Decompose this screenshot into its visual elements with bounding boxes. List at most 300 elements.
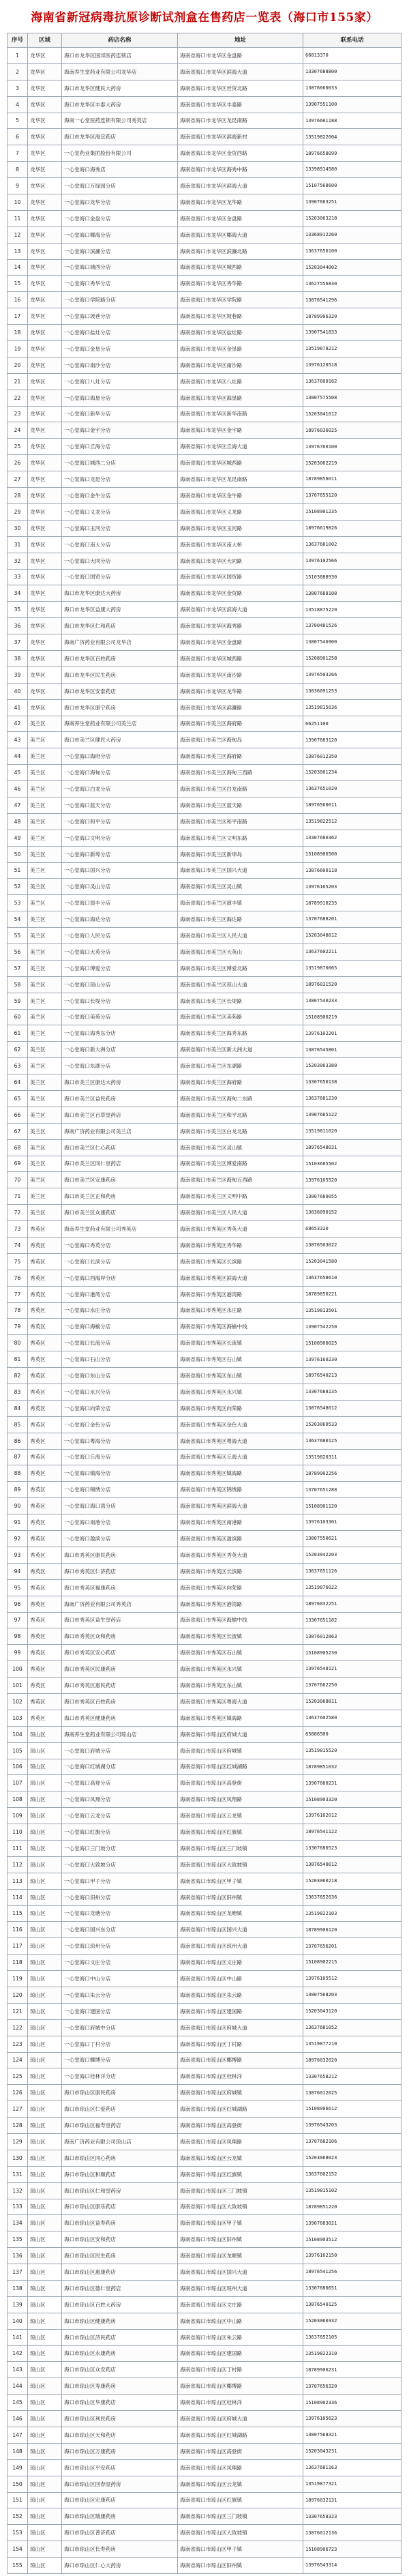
cell-name: 海口市龙华区健民大药房 bbox=[62, 80, 178, 96]
cell-no: 125 bbox=[7, 2068, 28, 2085]
cell-address: 海南省海口市琼山区椰博路 bbox=[178, 2052, 303, 2068]
cell-district: 琼山区 bbox=[28, 1824, 62, 1841]
table-row bbox=[7, 2068, 402, 2085]
cell-district: 秀英区 bbox=[28, 1596, 62, 1612]
table-row bbox=[7, 520, 402, 536]
cell-no: 92 bbox=[7, 1531, 28, 1547]
header-phone: 联系电话 bbox=[303, 33, 402, 48]
cell-name: 海口市琼山区长寿药房 bbox=[62, 2541, 178, 2558]
cell-phone: 13637680125 bbox=[303, 1433, 402, 1449]
cell-name: 一心堂海口云龙分店 bbox=[62, 1808, 178, 1824]
table-row bbox=[7, 162, 402, 178]
cell-district: 琼山区 bbox=[28, 2052, 62, 2068]
cell-name: 一心堂海口南沙分店 bbox=[62, 357, 178, 373]
cell-no: 76 bbox=[7, 1270, 28, 1286]
cell-district: 秀英区 bbox=[28, 1645, 62, 1661]
table-row bbox=[7, 1074, 402, 1091]
cell-address: 海南省海口市琼山区云龙镇 bbox=[178, 2476, 303, 2492]
table-row bbox=[7, 1856, 402, 1873]
cell-phone: 13976503266 bbox=[303, 667, 402, 683]
header-name: 药店名称 bbox=[62, 33, 178, 48]
cell-phone: 15108906025 bbox=[303, 1335, 402, 1351]
cell-district: 龙华区 bbox=[28, 113, 62, 129]
cell-phone: 13637600162 bbox=[303, 373, 402, 390]
cell-no: 45 bbox=[7, 765, 28, 781]
cell-phone: 13307680651 bbox=[303, 2281, 402, 2297]
table-row bbox=[7, 455, 402, 471]
cell-no: 12 bbox=[7, 226, 28, 243]
table-row bbox=[7, 471, 402, 488]
cell-no: 51 bbox=[7, 862, 28, 879]
table-row bbox=[7, 2003, 402, 2019]
cell-address: 海南省海口市琼山区甲子镇 bbox=[178, 1873, 303, 1889]
cell-district: 秀英区 bbox=[28, 1449, 62, 1465]
cell-phone: 13976548121 bbox=[303, 1661, 402, 1678]
cell-address: 海南省海口市秀英区长流镇 bbox=[178, 1628, 303, 1645]
cell-address: 海南省海口市琼山区桂林洋 bbox=[178, 2068, 303, 2085]
cell-no: 30 bbox=[7, 520, 28, 536]
cell-phone: 15203043120 bbox=[303, 2003, 402, 2019]
table-row bbox=[7, 113, 402, 129]
cell-no: 89 bbox=[7, 1482, 28, 1498]
cell-name: 一心堂海口府城中分店 bbox=[62, 2019, 178, 2036]
cell-name: 一心堂海口琼州分店 bbox=[62, 1938, 178, 1955]
cell-no: 119 bbox=[7, 1971, 28, 1987]
cell-name: 一心堂海口新埠分店 bbox=[62, 846, 178, 862]
table-row bbox=[7, 618, 402, 634]
cell-no: 134 bbox=[7, 2215, 28, 2231]
cell-district: 美兰区 bbox=[28, 781, 62, 797]
cell-no: 69 bbox=[7, 1156, 28, 1172]
cell-name: 海口市美兰区正和药房 bbox=[62, 1188, 178, 1205]
cell-address: 海南省海口市龙华区学院路 bbox=[178, 292, 303, 308]
cell-name: 一心堂海口甲子分店 bbox=[62, 1873, 178, 1889]
cell-name: 海口市秀英区惠民药店 bbox=[62, 1678, 178, 1694]
table-row bbox=[7, 1775, 402, 1791]
pharmacy-table-container bbox=[7, 33, 401, 2574]
cell-district: 琼山区 bbox=[28, 2248, 62, 2264]
cell-address: 海南省海口市琼山区府城大道 bbox=[178, 1726, 303, 1742]
cell-address: 海南省海口市美兰区海府路 bbox=[178, 716, 303, 732]
cell-address: 海南省海口市龙华区滨海大道 bbox=[178, 602, 303, 618]
table-row bbox=[7, 2101, 402, 2118]
cell-name: 一心堂海口美苑分店 bbox=[62, 1009, 178, 1025]
cell-phone: 18976032020 bbox=[303, 2052, 402, 2068]
cell-address: 海南省海口市琼山区文庄路 bbox=[178, 2296, 303, 2313]
cell-address: 海南省海口市琼山区大致坡镇 bbox=[178, 2199, 303, 2215]
cell-district: 龙华区 bbox=[28, 602, 62, 618]
table-row bbox=[7, 732, 402, 748]
cell-district: 琼山区 bbox=[28, 2558, 62, 2574]
cell-name: 一心堂海口文明分店 bbox=[62, 830, 178, 846]
cell-no: 32 bbox=[7, 553, 28, 569]
cell-no: 123 bbox=[7, 2036, 28, 2052]
cell-address: 海南省海口市美兰区东湖路 bbox=[178, 1058, 303, 1074]
cell-address: 海南省海口市美兰区人民大道 bbox=[178, 928, 303, 944]
cell-no: 93 bbox=[7, 1547, 28, 1563]
cell-no: 81 bbox=[7, 1351, 28, 1368]
cell-no: 56 bbox=[7, 943, 28, 960]
cell-address: 海南省海口市琼山区建国路 bbox=[178, 2003, 303, 2019]
cell-no: 122 bbox=[7, 2019, 28, 2036]
cell-phone: 15108905230 bbox=[303, 1645, 402, 1661]
cell-phone: 13976543203 bbox=[303, 2118, 402, 2134]
table-row bbox=[7, 1547, 402, 1563]
cell-no: 80 bbox=[7, 1335, 28, 1351]
cell-address: 海南省海口市龙华区玉河路 bbox=[178, 520, 303, 536]
cell-name: 一心堂海口国兴东分店 bbox=[62, 1922, 178, 1938]
cell-district: 美兰区 bbox=[28, 830, 62, 846]
table-row bbox=[7, 1384, 402, 1401]
cell-district: 龙华区 bbox=[28, 162, 62, 178]
cell-district: 龙华区 bbox=[28, 634, 62, 651]
cell-district: 龙华区 bbox=[28, 553, 62, 569]
table-row bbox=[7, 439, 402, 455]
cell-address: 海南省海口市秀英区南港路 bbox=[178, 1514, 303, 1531]
table-row bbox=[7, 2525, 402, 2541]
cell-name: 海口市琼山区惠康药店 bbox=[62, 2264, 178, 2281]
table-row bbox=[7, 699, 402, 716]
cell-no: 139 bbox=[7, 2296, 28, 2313]
cell-no: 114 bbox=[7, 1889, 28, 1905]
cell-phone: 15103685502 bbox=[303, 1156, 402, 1172]
cell-no: 23 bbox=[7, 406, 28, 422]
table-row bbox=[7, 830, 402, 846]
cell-district: 秀英区 bbox=[28, 1351, 62, 1368]
cell-district: 美兰区 bbox=[28, 732, 62, 748]
cell-name: 一心堂海口新大洲分店 bbox=[62, 1042, 178, 1058]
cell-address: 海南省海口市琼山区云龙镇 bbox=[178, 2150, 303, 2166]
cell-district: 琼山区 bbox=[28, 1938, 62, 1955]
table-row bbox=[7, 1922, 402, 1938]
cell-name: 海南养生堂药业有限公司琼山店 bbox=[62, 1726, 178, 1742]
cell-phone: 13907542250 bbox=[303, 1319, 402, 1335]
cell-phone: 13707688201 bbox=[303, 911, 402, 928]
cell-district: 秀英区 bbox=[28, 1302, 62, 1319]
cell-district: 龙华区 bbox=[28, 48, 62, 64]
cell-name: 一心堂海口和平分店 bbox=[62, 813, 178, 830]
cell-district: 琼山区 bbox=[28, 2264, 62, 2281]
cell-name: 一心堂海口海秀店 bbox=[62, 162, 178, 178]
cell-no: 146 bbox=[7, 2411, 28, 2427]
cell-address: 海南省海口市琼山区椰博路 bbox=[178, 2378, 303, 2395]
cell-address: 海南省海口市琼山区府城大道 bbox=[178, 2019, 303, 2036]
cell-no: 131 bbox=[7, 2166, 28, 2182]
cell-district: 琼山区 bbox=[28, 2036, 62, 2052]
cell-name: 海口市琼山区民生药房 bbox=[62, 2248, 178, 2264]
cell-district: 秀英区 bbox=[28, 1661, 62, 1678]
cell-name: 一心堂海口建国分店 bbox=[62, 2003, 178, 2019]
cell-name: 一心堂海口高登分店 bbox=[62, 1775, 178, 1791]
cell-no: 136 bbox=[7, 2248, 28, 2264]
cell-phone: 13807540233 bbox=[303, 993, 402, 1009]
cell-name: 一心堂海口灵山分店 bbox=[62, 879, 178, 895]
cell-district: 琼山区 bbox=[28, 2199, 62, 2215]
cell-no: 107 bbox=[7, 1775, 28, 1791]
cell-district: 龙华区 bbox=[28, 699, 62, 716]
table-row bbox=[7, 96, 402, 113]
cell-name: 一心堂海口长堤分店 bbox=[62, 993, 178, 1009]
table-row bbox=[7, 1759, 402, 1775]
cell-name: 海口市龙华区康宁药房 bbox=[62, 699, 178, 716]
cell-district: 琼山区 bbox=[28, 1922, 62, 1938]
cell-phone: 13807680055 bbox=[303, 1188, 402, 1205]
cell-district: 琼山区 bbox=[28, 2459, 62, 2476]
cell-name: 海南养生堂药业有限公司龙华店 bbox=[62, 63, 178, 80]
cell-phone: 65886500 bbox=[303, 1726, 402, 1742]
cell-phone: 13707682106 bbox=[303, 2134, 402, 2150]
cell-name: 一心堂海口海口湾分店 bbox=[62, 1498, 178, 1514]
cell-name: 一心堂海口海达分店 bbox=[62, 911, 178, 928]
cell-phone: 13519876022 bbox=[303, 1579, 402, 1596]
cell-district: 龙华区 bbox=[28, 226, 62, 243]
cell-district: 琼山区 bbox=[28, 2329, 62, 2345]
cell-no: 3 bbox=[7, 80, 28, 96]
cell-no: 63 bbox=[7, 1058, 28, 1074]
cell-name: 一心堂海口镇海分店 bbox=[62, 1465, 178, 1482]
cell-phone: 13876660033 bbox=[303, 80, 402, 96]
cell-district: 龙华区 bbox=[28, 243, 62, 259]
cell-name: 海南养生堂药业有限公司美兰店 bbox=[62, 716, 178, 732]
cell-district: 龙华区 bbox=[28, 373, 62, 390]
table-row bbox=[7, 503, 402, 520]
table-row bbox=[7, 2443, 402, 2459]
cell-no: 16 bbox=[7, 292, 28, 308]
cell-no: 124 bbox=[7, 2052, 28, 2068]
cell-no: 145 bbox=[7, 2395, 28, 2411]
cell-name: 海南广济药业有限公司龙华店 bbox=[62, 634, 178, 651]
cell-name: 一心堂海口义龙分店 bbox=[62, 503, 178, 520]
cell-name: 一心堂海口学院路分店 bbox=[62, 292, 178, 308]
table-row bbox=[7, 1025, 402, 1042]
pharmacy-table bbox=[7, 33, 402, 2574]
cell-name: 海口市琼山区健康药房 bbox=[62, 2313, 178, 2329]
cell-phone: 13519822310 bbox=[303, 2345, 402, 2362]
cell-no: 153 bbox=[7, 2525, 28, 2541]
cell-name: 一心堂海口金牛分店 bbox=[62, 488, 178, 504]
cell-phone: 13976661188 bbox=[303, 113, 402, 129]
cell-address: 海南省海口市秀英区粤海大道 bbox=[178, 1433, 303, 1449]
cell-name: 一心堂海口桂林洋分店 bbox=[62, 2068, 178, 2085]
cell-district: 琼山区 bbox=[28, 1775, 62, 1791]
cell-name: 海南广济药业有限公司琼山店 bbox=[62, 2134, 178, 2150]
cell-name: 一心堂海口白龙分店 bbox=[62, 781, 178, 797]
cell-address: 海南省海口市秀英区海榆中线 bbox=[178, 1612, 303, 1628]
cell-district: 美兰区 bbox=[28, 1107, 62, 1123]
cell-no: 39 bbox=[7, 667, 28, 683]
cell-no: 36 bbox=[7, 618, 28, 634]
cell-address: 海南省海口市秀英区滨海大道 bbox=[178, 1270, 303, 1286]
cell-name: 海口市美兰区同仁堂药店 bbox=[62, 1156, 178, 1172]
cell-district: 龙华区 bbox=[28, 667, 62, 683]
cell-name: 一心堂海口大致坡分店 bbox=[62, 1856, 178, 1873]
cell-phone: 13976162012 bbox=[303, 1808, 402, 1824]
cell-phone: 18976032251 bbox=[303, 1596, 402, 1612]
cell-no: 117 bbox=[7, 1938, 28, 1955]
table-row bbox=[7, 2248, 402, 2264]
table-row bbox=[7, 1531, 402, 1547]
cell-name: 海口市琼山区安和药店 bbox=[62, 2231, 178, 2248]
cell-phone: 13976165203 bbox=[303, 879, 402, 895]
cell-address: 海南省海口市琼山区朱云路 bbox=[178, 1987, 303, 2003]
table-row bbox=[7, 2199, 402, 2215]
cell-address: 海南省海口市龙华区秀华路 bbox=[178, 276, 303, 292]
cell-address: 海南省海口市琼山区中山路 bbox=[178, 2313, 303, 2329]
cell-name: 一心堂海口盈滨分店 bbox=[62, 1531, 178, 1547]
cell-district: 秀英区 bbox=[28, 1710, 62, 1726]
cell-district: 龙华区 bbox=[28, 520, 62, 536]
cell-no: 75 bbox=[7, 1253, 28, 1270]
cell-no: 86 bbox=[7, 1433, 28, 1449]
cell-district: 秀英区 bbox=[28, 1678, 62, 1694]
cell-no: 104 bbox=[7, 1726, 28, 1742]
table-row bbox=[7, 911, 402, 928]
cell-no: 28 bbox=[7, 488, 28, 504]
cell-name: 海口市美兰区百草堂药店 bbox=[62, 1107, 178, 1123]
cell-address: 海南省海口市龙华区龙昆南路 bbox=[178, 113, 303, 129]
cell-phone: 18976541256 bbox=[303, 2264, 402, 2281]
cell-address: 海南省海口市琼山区大致坡镇 bbox=[178, 2525, 303, 2541]
cell-phone: 13307650138 bbox=[303, 1074, 402, 1091]
cell-district: 秀英区 bbox=[28, 1335, 62, 1351]
cell-district: 秀英区 bbox=[28, 1368, 62, 1384]
cell-address: 海南省海口市龙华区金盘路 bbox=[178, 48, 303, 64]
table-row bbox=[7, 585, 402, 602]
table-row bbox=[7, 879, 402, 895]
cell-address: 海南省海口市秀英区永兴镇 bbox=[178, 1384, 303, 1401]
cell-phone: 13876548012 bbox=[303, 1400, 402, 1416]
cell-name: 海口市琼山区和顺药店 bbox=[62, 2166, 178, 2182]
table-row bbox=[7, 406, 402, 422]
cell-district: 美兰区 bbox=[28, 1025, 62, 1042]
table-row bbox=[7, 2395, 402, 2411]
cell-no: 83 bbox=[7, 1384, 28, 1401]
table-row bbox=[7, 226, 402, 243]
cell-district: 秀英区 bbox=[28, 1531, 62, 1547]
cell-name: 海口市琼山区同心药房 bbox=[62, 2150, 178, 2166]
table-row bbox=[7, 2362, 402, 2378]
cell-name: 一心堂海口红旗分店 bbox=[62, 1824, 178, 1841]
cell-district: 琼山区 bbox=[28, 2411, 62, 2427]
cell-no: 31 bbox=[7, 536, 28, 553]
cell-no: 118 bbox=[7, 1955, 28, 1971]
table-row bbox=[7, 129, 402, 145]
table-row bbox=[7, 80, 402, 96]
cell-no: 132 bbox=[7, 2182, 28, 2199]
cell-no: 100 bbox=[7, 1661, 28, 1678]
cell-address: 海南省海口市龙华区金贸西路 bbox=[178, 145, 303, 162]
cell-district: 琼山区 bbox=[28, 1905, 62, 1922]
cell-name: 海口市琼山区普济药店 bbox=[62, 2525, 178, 2541]
cell-address: 海南省海口市秀英区东山镇 bbox=[178, 1368, 303, 1384]
cell-no: 133 bbox=[7, 2199, 28, 2215]
cell-name: 海口市琼山区天和药店 bbox=[62, 2427, 178, 2444]
table-row bbox=[7, 2329, 402, 2345]
cell-address: 海南省海口市美兰区海达路 bbox=[178, 911, 303, 928]
cell-phone: 13807568203 bbox=[303, 1987, 402, 2003]
cell-district: 琼山区 bbox=[28, 2068, 62, 2085]
table-row bbox=[7, 2345, 402, 2362]
cell-no: 25 bbox=[7, 439, 28, 455]
cell-no: 150 bbox=[7, 2476, 28, 2492]
cell-name: 海口市秀英区益生堂药店 bbox=[62, 1612, 178, 1628]
cell-name: 海口市琼山区众安药店 bbox=[62, 2362, 178, 2378]
cell-district: 龙华区 bbox=[28, 585, 62, 602]
cell-address: 海南省海口市琼山区凤翔路 bbox=[178, 1791, 303, 1808]
cell-district: 龙华区 bbox=[28, 80, 62, 96]
cell-district: 秀英区 bbox=[28, 1547, 62, 1563]
cell-name: 海口市龙华区益康大药房 bbox=[62, 602, 178, 618]
cell-phone: 18789851032 bbox=[303, 1759, 402, 1775]
cell-phone: 13707656201 bbox=[303, 1938, 402, 1955]
table-row bbox=[7, 1107, 402, 1123]
cell-district: 秀英区 bbox=[28, 1286, 62, 1302]
table-row bbox=[7, 2052, 402, 2068]
cell-name: 一心堂海口演丰分店 bbox=[62, 895, 178, 911]
cell-name: 一心堂海口大同分店 bbox=[62, 553, 178, 569]
cell-address: 海南省海口市龙华区大同路 bbox=[178, 553, 303, 569]
cell-no: 90 bbox=[7, 1498, 28, 1514]
cell-phone: 15203063380 bbox=[303, 1058, 402, 1074]
cell-district: 美兰区 bbox=[28, 976, 62, 993]
cell-no: 59 bbox=[7, 993, 28, 1009]
cell-phone: 13637652105 bbox=[303, 2329, 402, 2345]
table-row bbox=[7, 276, 402, 292]
cell-district: 琼山区 bbox=[28, 2345, 62, 2362]
cell-address: 海南省海口市秀英区永兴镇 bbox=[178, 1661, 303, 1678]
cell-name: 海口市琼山区平安药店 bbox=[62, 2459, 178, 2476]
cell-no: 71 bbox=[7, 1188, 28, 1205]
cell-name: 海南养生堂药业有限公司秀英店 bbox=[62, 1221, 178, 1238]
cell-name: 一心堂海口中山分店 bbox=[62, 1971, 178, 1987]
cell-no: 4 bbox=[7, 96, 28, 113]
table-row bbox=[7, 1058, 402, 1074]
cell-no: 138 bbox=[7, 2281, 28, 2297]
cell-name: 海口市琼山区益寿药房 bbox=[62, 2215, 178, 2231]
table-row bbox=[7, 2019, 402, 2036]
cell-address: 海南省海口市秀英区石山镇 bbox=[178, 1645, 303, 1661]
cell-district: 秀英区 bbox=[28, 1319, 62, 1335]
cell-no: 91 bbox=[7, 1514, 28, 1531]
cell-address: 海南省海口市美兰区博爱南路 bbox=[178, 1156, 303, 1172]
cell-phone: 18789906120 bbox=[303, 1922, 402, 1938]
cell-name: 海口市秀英区福康药房 bbox=[62, 1579, 178, 1596]
cell-phone: 13637602580 bbox=[303, 1710, 402, 1726]
cell-phone: 13519822512 bbox=[303, 813, 402, 830]
cell-no: 84 bbox=[7, 1400, 28, 1416]
cell-no: 106 bbox=[7, 1759, 28, 1775]
table-row bbox=[7, 1400, 402, 1416]
cell-name: 海口市琼山区宏康药店 bbox=[62, 2492, 178, 2508]
cell-address: 海南省海口市琼山区琼州大道 bbox=[178, 1938, 303, 1955]
table-row bbox=[7, 2166, 402, 2182]
cell-district: 琼山区 bbox=[28, 1971, 62, 1987]
cell-district: 美兰区 bbox=[28, 748, 62, 765]
cell-phone: 13700481526 bbox=[303, 618, 402, 634]
cell-district: 琼山区 bbox=[28, 1840, 62, 1856]
cell-name: 一心堂海口港湾分店 bbox=[62, 1286, 178, 1302]
table-row bbox=[7, 1742, 402, 1759]
table-row bbox=[7, 1482, 402, 1498]
cell-phone: 13907683120 bbox=[303, 732, 402, 748]
cell-name: 一心堂海口东山分店 bbox=[62, 1368, 178, 1384]
cell-address: 海南省海口市龙华区海秀路 bbox=[178, 618, 303, 634]
cell-phone: 13519820311 bbox=[303, 1449, 402, 1465]
table-row bbox=[7, 553, 402, 569]
cell-no: 42 bbox=[7, 716, 28, 732]
cell-name: 海口市琼山区康乐药店 bbox=[62, 2199, 178, 2215]
cell-district: 琼山区 bbox=[28, 2101, 62, 2118]
